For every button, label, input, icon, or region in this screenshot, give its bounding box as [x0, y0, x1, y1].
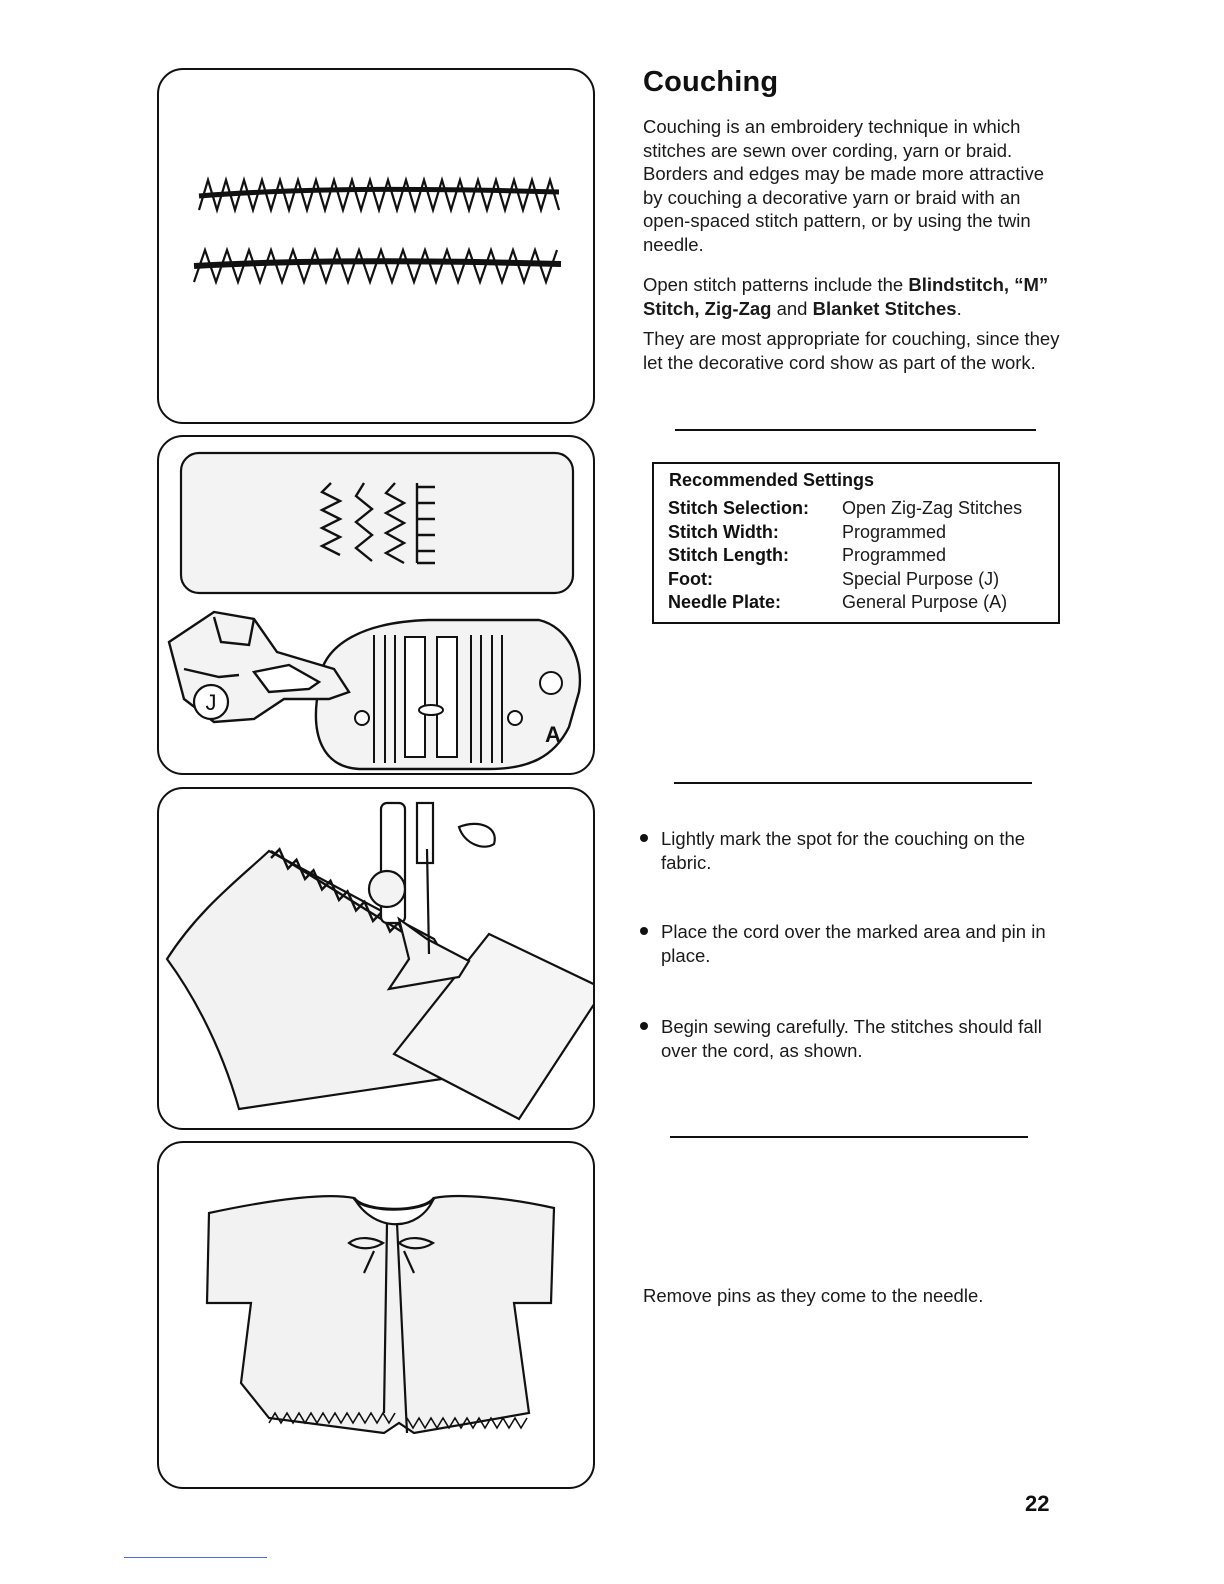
- settings-table: [668, 498, 1022, 616]
- open-patterns-item1: Blindstitch, “M” Stitch, Zig-Zag: [643, 274, 1049, 319]
- settings-label: Needle Plate:: [668, 592, 782, 612]
- stitch-selection-foot-plate-illustration: [157, 435, 595, 775]
- settings-row: [668, 522, 1022, 546]
- blanket-couching-sample: [194, 250, 561, 282]
- open-patterns-joiner: and: [771, 297, 813, 319]
- settings-label: Stitch Length:: [668, 545, 789, 565]
- footer-underline: [124, 1557, 267, 1558]
- settings-value: General Purpose (A): [842, 592, 1008, 612]
- intro-paragraph: Couching is an embroidery technique in which stitches are sewn over cording, yarn or braid. Borders and edges may be made more attractive by couching a decorative yarn or braid with an open-spaced stitch pattern, or by using the twin needle.: [643, 116, 1045, 255]
- bullet-icon: [640, 1022, 648, 1030]
- foot-letter: J: [205, 690, 217, 715]
- couching-samples-illustration: [157, 68, 595, 424]
- divider-rule: [675, 429, 1036, 431]
- divider-rule: [674, 782, 1032, 784]
- settings-row: [668, 592, 1022, 616]
- settings-row: [668, 498, 1022, 522]
- bullet-icon: [640, 834, 648, 842]
- settings-label: Stitch Width:: [668, 521, 779, 542]
- step-text: Lightly mark the spot for the couching on the fabric.: [661, 828, 1026, 873]
- jacket-icon: [207, 1196, 554, 1433]
- step-text: Begin sewing carefully. The stitches should fall over the cord, as shown.: [661, 1016, 1042, 1061]
- sewing-machine-couching-illustration: [157, 787, 595, 1130]
- divider-rule: [670, 1136, 1028, 1138]
- settings-row: [668, 545, 1022, 569]
- page-title: Couching: [643, 66, 779, 98]
- step-text: Place the cord over the marked area and pin in place.: [661, 921, 1046, 966]
- plate-letter: A: [545, 722, 561, 747]
- open-patterns-suffix: .: [956, 297, 962, 319]
- settings-value: Programmed: [842, 521, 947, 542]
- settings-label: Stitch Selection:: [668, 498, 810, 518]
- needle-plate-icon: [316, 620, 580, 769]
- foot-label-icon: [194, 685, 228, 719]
- settings-value: Programmed: [842, 545, 947, 565]
- page-number: 22: [1025, 1491, 1050, 1516]
- zigzag-couching-sample: [199, 180, 559, 210]
- settings-title: Recommended Settings: [669, 470, 875, 490]
- appropriate-paragraph: They are most appropriate for couching, since they let the decorative cord show as part of the work.: [643, 328, 1060, 373]
- recommended-settings-box: [652, 462, 1060, 624]
- settings-value: Open Zig-Zag Stitches: [842, 498, 1023, 518]
- open-patterns-item2: Blanket Stitches: [812, 297, 957, 319]
- open-patterns-paragraph: [643, 273, 1063, 320]
- settings-row: [668, 569, 1022, 593]
- final-note: Remove pins as they come to the needle.: [643, 1285, 984, 1306]
- bullet-icon: [640, 927, 648, 935]
- jacket-with-couched-edges-illustration: [157, 1141, 595, 1489]
- settings-label: Foot:: [668, 568, 713, 589]
- settings-value: Special Purpose (J): [842, 568, 1000, 589]
- open-patterns-prefix: Open stitch patterns include the: [643, 274, 909, 295]
